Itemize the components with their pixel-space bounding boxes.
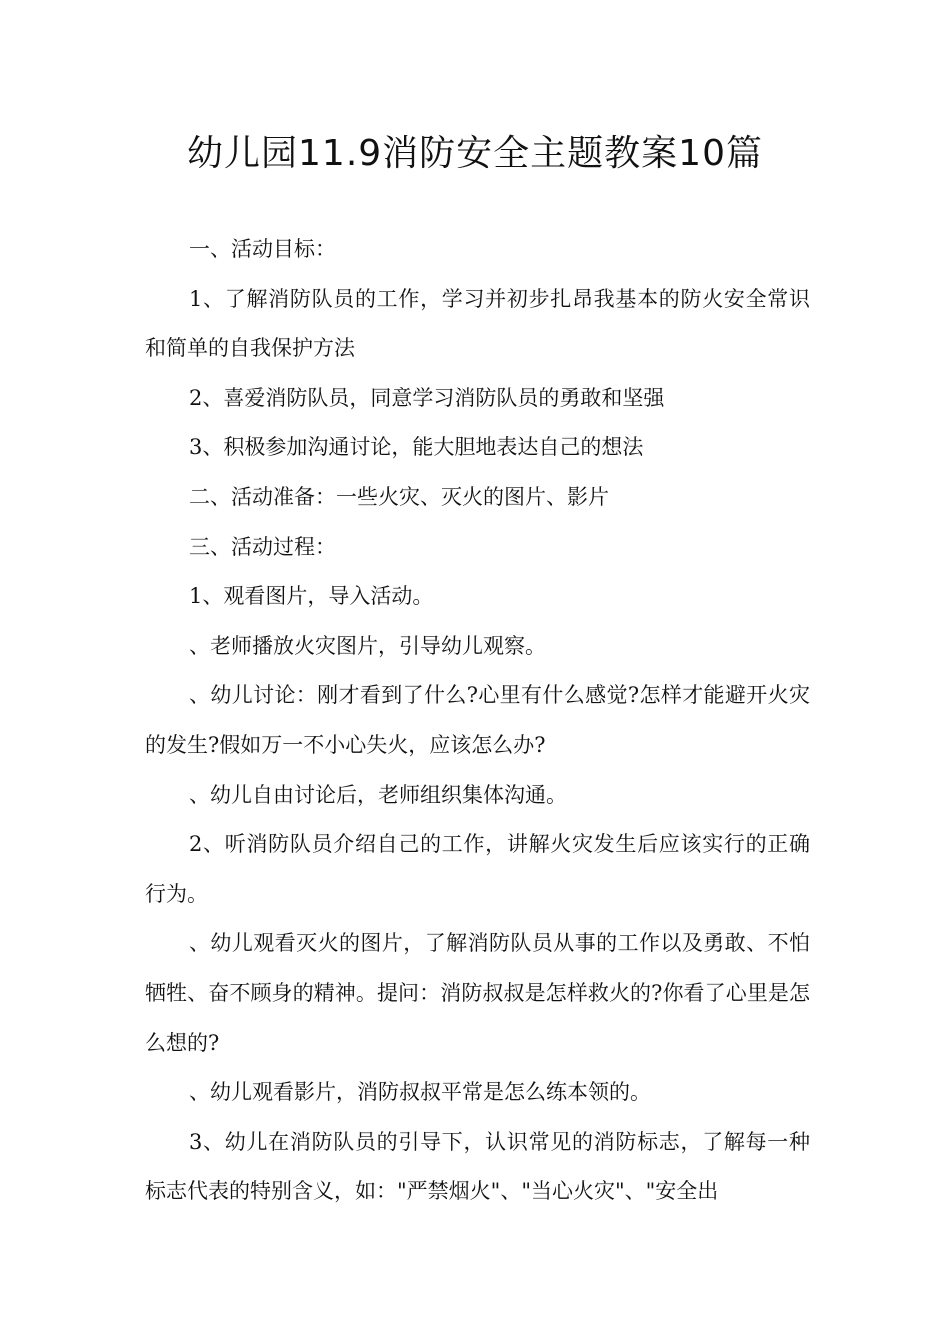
paragraph-step-1a: 、老师播放火灾图片，引导幼儿观察。 [189,633,546,658]
paragraph-goal-2: 2、喜爱消防队员，同意学习消防队员的勇敢和坚强 [189,385,665,410]
paragraph-activity-preparation: 二、活动准备：一些火灾、灭火的图片、影片 [189,484,609,509]
paragraph-step-2: 2、听消防队员介绍自己的工作，讲解火灾发生后应该实行的正确行为。 [145,832,810,906]
paragraph-step-3: 3、幼儿在消防队员的引导下，认识常见的消防标志，了解每一种标志代表的特别含义，如："严禁烟火"、"当心火灾"、"安全出 [145,1129,810,1204]
paragraph-goal-3: 3、积极参加沟通讨论，能大胆地表达自己的想法 [189,435,644,460]
document-title: 幼儿园11.9消防安全主题教案10篇 [187,133,763,174]
paragraph-step-1: 1、观看图片，导入活动。 [189,584,434,609]
paragraph-activity-goals-heading: 一、活动目标： [189,237,336,261]
paragraph-goal-1: 1、了解消防队员的工作，学习并初步扎昂我基本的防火安全常识和简单的自我保护方法 [145,286,810,361]
paragraph-step-1c: 、幼儿自由讨论后，老师组织集体沟通。 [189,782,567,807]
paragraph-step-2b: 、幼儿观看影片，消防叔叔平常是怎么练本领的。 [189,1080,651,1105]
paragraph-step-2a: 、幼儿观看灭火的图片，了解消防队员从事的工作以及勇敢、不怕牺牲、奋不顾身的精神。提问：消防叔叔是怎样救火的?你看了心里是怎么想的? [145,931,810,1055]
paragraph-step-1b: 、幼儿讨论：刚才看到了什么?心里有什么感觉?怎样才能避开火灾的发生?假如万一不小心失火，应该怎么办? [145,683,810,757]
paragraph-activity-process-heading: 三、活动过程： [189,534,336,559]
document-body [145,225,810,1217]
